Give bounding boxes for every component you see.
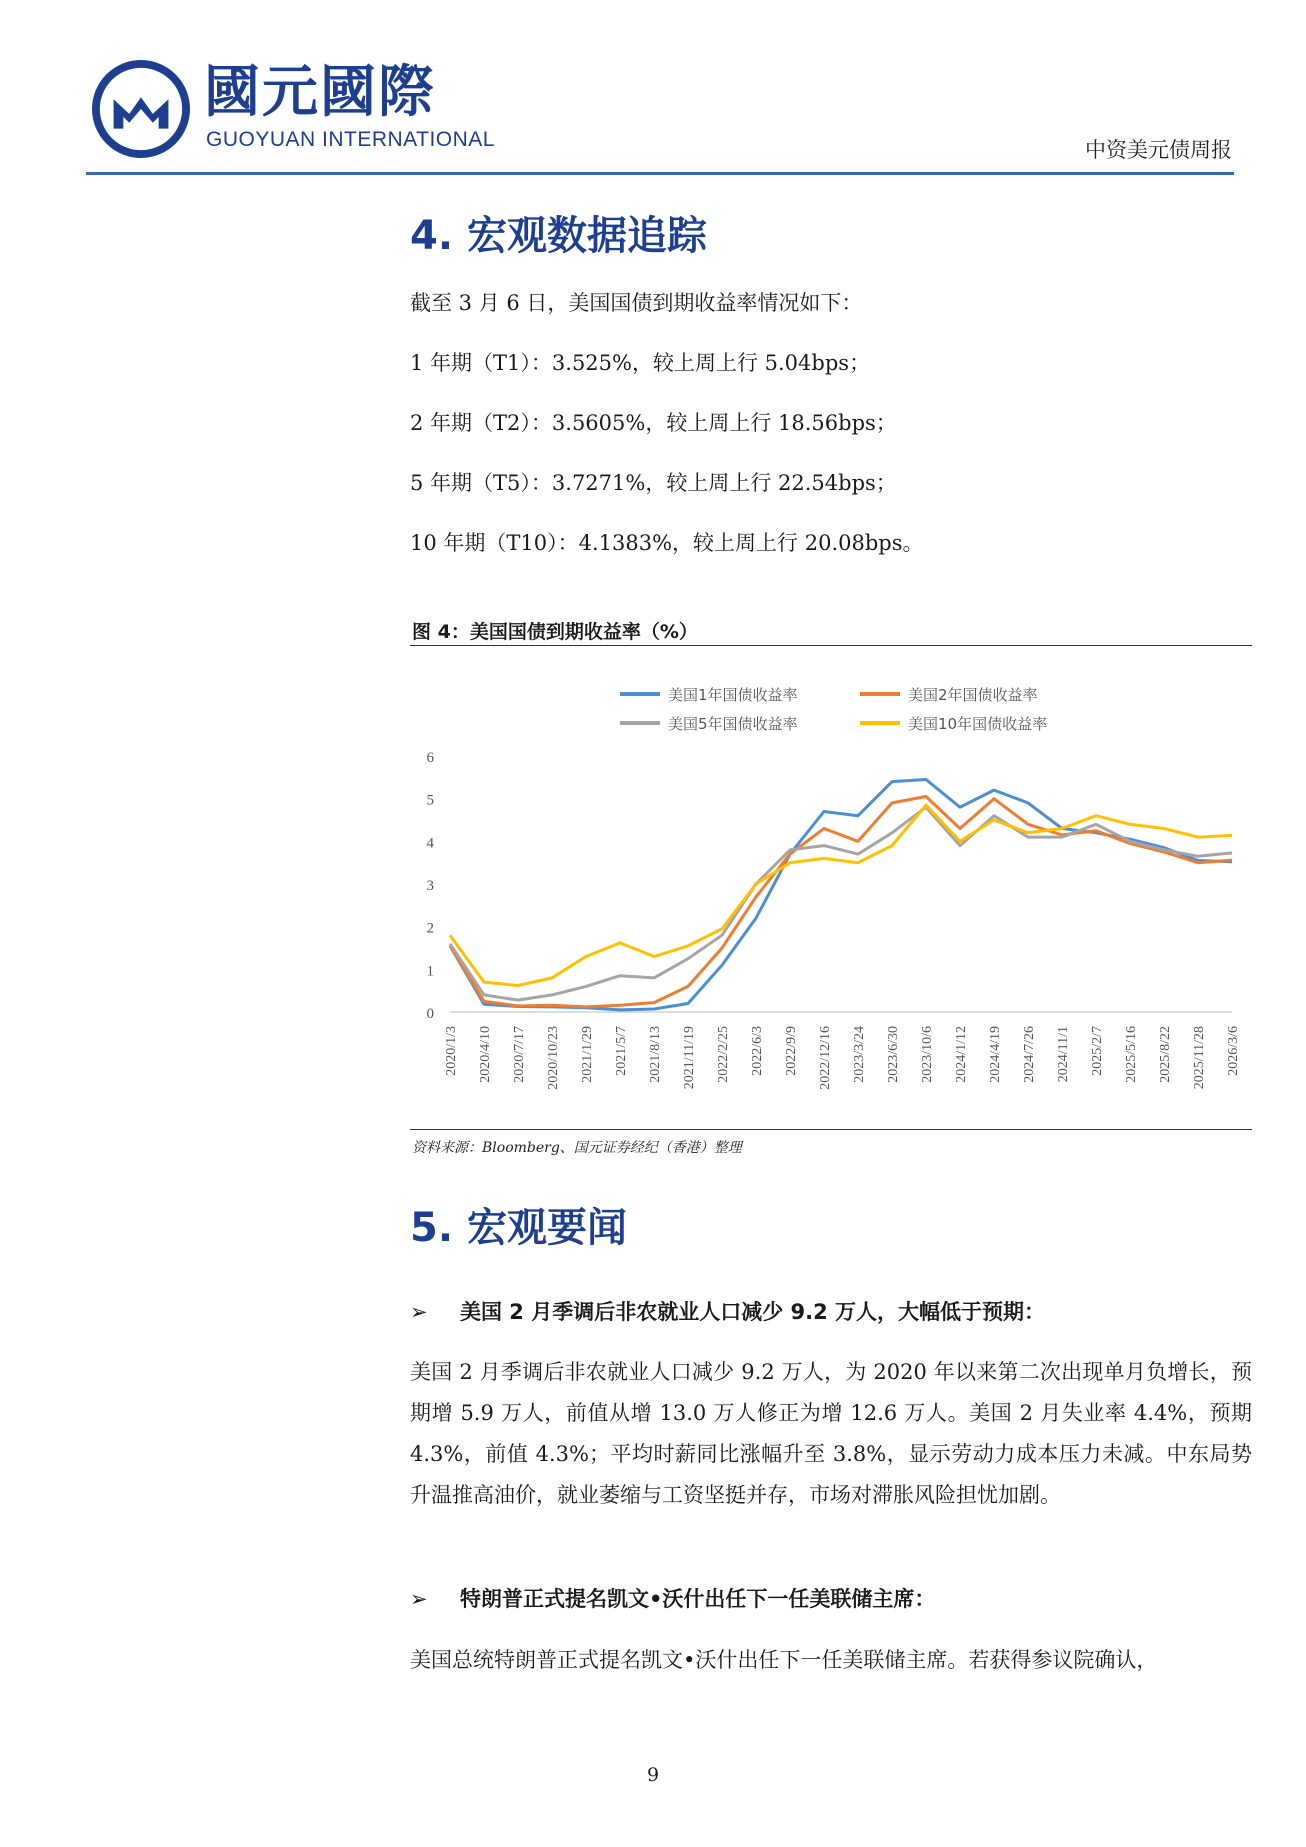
figure-bottom-rule [410, 1129, 1252, 1130]
figure-source: 资料来源：Bloomberg、国元证券经纪（香港）整理 [412, 1140, 742, 1156]
section-5-title: 5. 宏观要闻 [410, 1205, 627, 1251]
news-heading-1-text: 美国 2 月季调后非农就业人口减少 9.2 万人，大幅低于预期： [460, 1300, 1046, 1324]
news-body-1: 美国 2 月季调后非农就业人口减少 9.2 万人，为 2020 年以来第二次出现单月负增长，预期增 5.9 万人，前值从增 13.0 万人修正为增 12.6 万人。美国 2 月失业率 4.4%，预期 4.3%，前值 4.3%；平均时薪同比涨幅升至 3.8%，显示劳动力成本压力未减。中东局势升温推高油价，就业萎缩与工资坚挺并存，市场对滞胀风险担忧加剧。 [410, 1360, 1252, 1507]
news-heading-2 [410, 1583, 935, 1613]
y-tick-label: 6 [426, 750, 434, 766]
y-tick-label: 0 [426, 1006, 434, 1022]
x-tick-label: 2020/10/23 [546, 1026, 561, 1090]
page-number: 9 [646, 1764, 660, 1786]
news-body-2: 美国总统特朗普正式提名凯文•沃什出任下一任美联储主席。若获得参议院确认， [410, 1648, 1158, 1672]
x-tick-label: 2022/12/16 [818, 1026, 833, 1090]
x-tick-label: 2026/3/6 [1226, 1026, 1241, 1076]
x-tick-label: 2021/1/29 [580, 1026, 595, 1083]
bullet-arrow-icon: ➢ [410, 1587, 428, 1611]
news-heading-2-text: 特朗普正式提名凯文•沃什出任下一任美联储主席： [460, 1587, 936, 1611]
chart-series [450, 780, 1232, 1010]
yield-line-t10: 10 年期（T10）：4.1383%，较上周上行 20.08bps。 [410, 531, 924, 555]
bullet-arrow-icon: ➢ [410, 1300, 428, 1324]
section-4-title: 4. 宏观数据追踪 [410, 213, 707, 259]
x-tick-label: 2024/7/26 [1022, 1026, 1037, 1083]
x-tick-label: 2023/6/30 [886, 1026, 901, 1083]
x-tick-label: 2024/1/12 [954, 1026, 969, 1083]
x-tick-label: 2023/3/24 [852, 1026, 867, 1083]
x-tick-label: 2022/6/3 [750, 1026, 765, 1076]
x-tick-label: 2020/1/3 [444, 1026, 459, 1076]
x-tick-label: 2024/4/19 [988, 1026, 1003, 1083]
yield-line-t1: 1 年期（T1）：3.525%，较上周上行 5.04bps； [410, 351, 871, 375]
series-line [450, 797, 1232, 1007]
x-tick-label: 2025/5/16 [1124, 1026, 1139, 1083]
yield-line-t5: 5 年期（T5）：3.7271%，较上周上行 22.54bps； [410, 471, 897, 495]
document-label: 中资美元债周报 [1085, 138, 1232, 162]
legend-label: 美国10年国债收益率 [908, 715, 1048, 733]
chart-legend [620, 686, 1047, 733]
section-4-intro: 截至 3 月 6 日，美国国债到期收益率情况如下： [410, 291, 863, 315]
legend-label: 美国5年国债收益率 [668, 715, 798, 733]
y-tick-label: 4 [426, 835, 434, 852]
legend-label: 美国2年国债收益率 [908, 686, 1038, 704]
chart-y-axis [427, 750, 435, 1022]
y-tick-label: 5 [426, 792, 434, 809]
x-tick-label: 2025/11/28 [1192, 1026, 1207, 1090]
x-tick-label: 2022/2/25 [716, 1026, 731, 1083]
x-tick-label: 2020/4/10 [478, 1026, 493, 1083]
chart-x-axis [444, 1012, 1241, 1090]
figure-top-rule [410, 645, 1252, 646]
y-tick-label: 1 [426, 963, 434, 980]
x-tick-label: 2025/2/7 [1090, 1026, 1105, 1076]
logo-chinese-name: 國元國際 [204, 60, 436, 125]
header-divider [86, 172, 1234, 175]
x-tick-label: 2021/5/7 [614, 1026, 629, 1076]
x-tick-label: 2022/9/9 [784, 1026, 799, 1076]
x-tick-label: 2020/7/17 [512, 1026, 527, 1083]
x-tick-label: 2023/10/6 [920, 1026, 935, 1083]
logo-english-name: GUOYUAN INTERNATIONAL [206, 128, 495, 151]
y-tick-label: 2 [426, 920, 434, 937]
x-tick-label: 2025/8/22 [1158, 1026, 1173, 1083]
figure-title: 图 4：美国国债到期收益率（%） [412, 621, 698, 643]
guoyuan-logo-icon [92, 60, 190, 158]
series-line [450, 780, 1232, 1010]
y-tick-label: 3 [426, 878, 434, 894]
yield-line-t2: 2 年期（T2）：3.5605%，较上周上行 18.56bps； [410, 411, 897, 435]
legend-label: 美国1年国债收益率 [668, 686, 798, 704]
news-heading-1 [410, 1296, 1045, 1326]
x-tick-label: 2024/11/1 [1056, 1026, 1071, 1083]
x-tick-label: 2021/11/19 [682, 1026, 697, 1090]
treasury-yield-chart [410, 660, 1252, 1122]
x-tick-label: 2021/8/13 [648, 1026, 663, 1083]
